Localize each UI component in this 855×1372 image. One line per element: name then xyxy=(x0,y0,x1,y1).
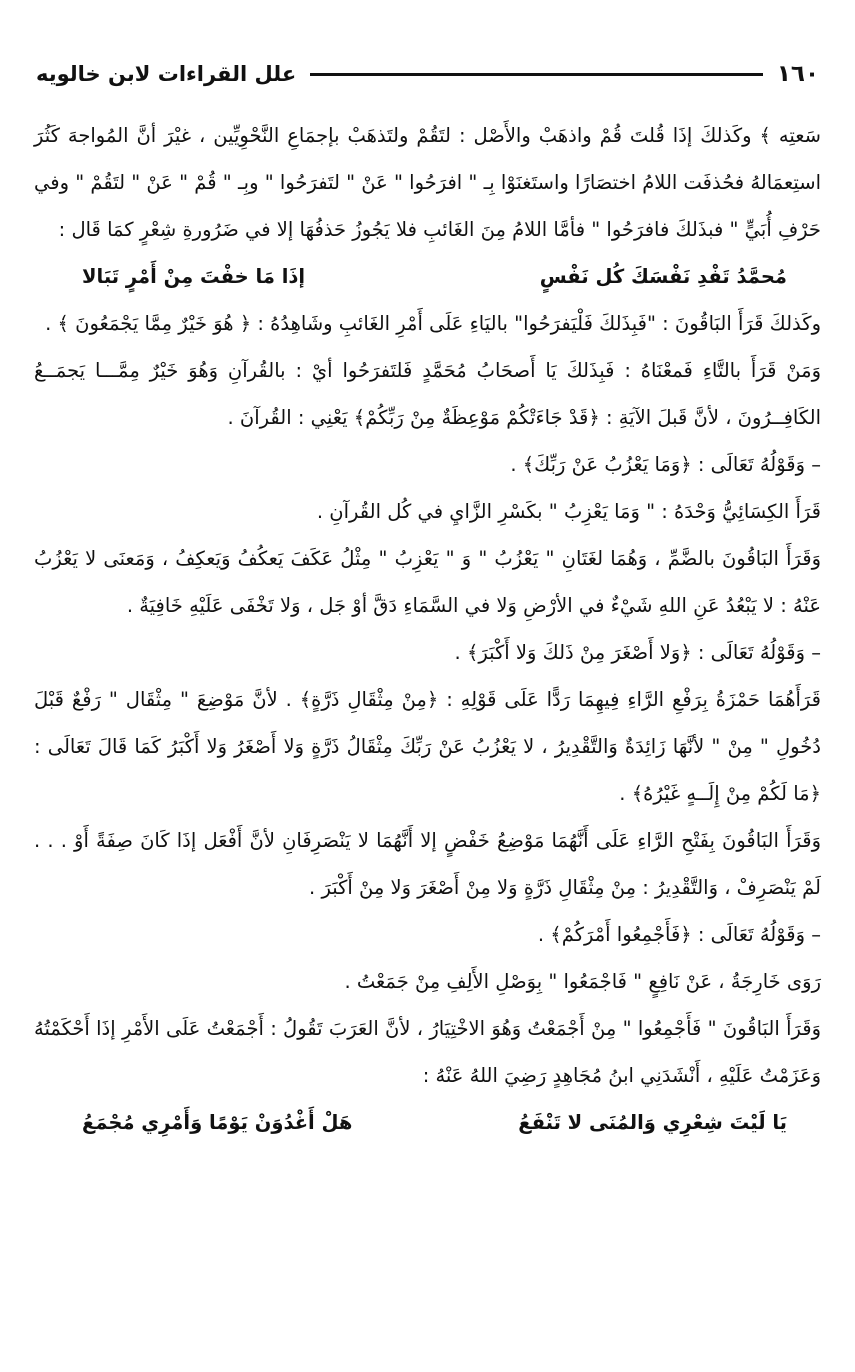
verse-second-hemistich: إذَا مَا خفْتَ مِنْ أَمْرٍ تَبَالا xyxy=(82,265,306,288)
paragraph: قَرَأَ الكِسَائِيُّ وَحْدَهُ : " وَمَا يَعْزِبُ " بكَسْرِ الزَّايِ في كُل القُرآنِ . xyxy=(316,500,821,523)
page-body xyxy=(34,112,821,1146)
poem-verse xyxy=(34,1099,821,1146)
verse-first-hemistich: مُحمَّدُ تَفْدِ نَفْسَكَ كُل نَفْسٍ xyxy=(539,265,787,288)
page-header xyxy=(36,58,819,90)
heading-verse: – وَقَوْلُهُ تَعَالَى : ﴿وَلا أَصْغَرَ مِنْ ذَلكَ وَلا أَكْبَرَ﴾ . xyxy=(454,641,821,664)
book-title: علل القراءات لابن خالويه xyxy=(36,62,297,86)
page-number: ١٦٠ xyxy=(776,61,819,87)
paragraph: وَقَرَأَ البَاقُونَ بالضَّمِّ ، وَهُمَا لغَتَانِ " يَعْزُبُ " وَ " يَعْزِبُ " مِثْلُ عَكَفَ يَعكُفُ وَيَعكِفُ ، وَمَعنَى لا يَعْزُبُ عَنْهُ : لا يَبْعُدُ عَنِ اللهِ شَيْءٌ في الأرْضِ وَلا في السَّمَاءِ دَقَّ أوْ جَل ، وَلا تَخْفَى عَلَيْهِ خَافِيَةٌ . xyxy=(34,547,821,617)
paragraph: وَقَرَأَ البَاقُونَ " فَأَجْمِعُوا " مِنْ أَجْمَعْتُ وَهُوَ الاخْتِيَارُ ، لأنَّ العَرَبَ تَقُولُ : أَجْمَعْتُ عَلَى الأَمْرِ إذَا أَحْكَمْتُهُ وَعَزَمْتُ عَلَيْهِ ، أَنْشَدَنِي ابنُ مُجَاهِدٍ رَضِيَ اللهُ عَنْهُ : xyxy=(34,1017,821,1087)
heading-verse: – وَقَوْلُهُ تَعَالَى : ﴿فَأَجْمِعُوا أَمْرَكُمْ﴾ . xyxy=(537,923,821,946)
heading-verse: – وَقَوْلُهُ تَعَالَى : ﴿وَمَا يَعْزُبُ عَنْ رَبِّكَ﴾ . xyxy=(510,453,821,476)
header-rule xyxy=(310,73,763,76)
paragraph: قَرَأَهُمَا حَمْزَةُ بِرَفْعِ الرَّاءِ فِيهِمَا رَدًّا عَلَى قَوْلِهِ : ﴿مِنْ مِثْقَالِ ذَرَّةٍ﴾ . لأنَّ مَوْضِعَ " مِثْقَال " رَفْعٌ قَبْلَ دُخُولِ " مِنْ " لأنَّهَا زَائِدَةٌ وَالتَّقْدِيرُ ، لا يَعْزُبُ عَنْ رَبِّكَ مِثْقَالُ ذَرَّةٍ وَلا أَصْغَرُ وَلا أَكْبَرُ كَمَا قَالَ تَعَالَى : ﴿مَا لَكُمْ مِنْ إِلَــهٍ غَيْرُهُ﴾ . xyxy=(34,688,821,805)
paragraph: وكَذلكَ قَرَأَ البَاقُونَ : "فَبِذَلكَ فَلْيَفرَحُوا" باليَاءِ عَلَى أَمْرِ الغَائبِ وشَاهِدُهُ : ﴿ هُوَ خَيْرٌ مِمَّا يَجْمَعُونَ ﴾ . xyxy=(45,312,821,335)
paragraph: سَعتِه ﴾ وكَذلكَ إذَا قُلتَ قُمْ واذهَبْ والأَصْل : لتَقُمْ ولتَذهَبْ بإجمَاعِ النَّحْوِيِّين ، غيْرَ أنَّ المُواجهَ كَثُرَ استِعمَالهُ فحُذفَت اللامُ اختصَارًا واستَغنَوْا بِـ " افرَحُوا " عَنْ " لتَفرَحُوا " وبِـ " قُمْ " عَنْ " لتَقُمْ " وفي حَرْفِ أُبَيٍّ " فبذَلكَ فافرَحُوا " فأمَّا اللامُ مِنَ الغَائبِ فلا يَجُوزُ حَذفُهَا إلا في ضَرُورةِ شِعْرٍ كمَا قَال : xyxy=(34,124,821,241)
verse-second-hemistich: هَلْ أَغْدُوَنْ يَوْمًا وَأَمْرِي مُجْمَعُ xyxy=(82,1111,353,1134)
verse-first-hemistich: يَا لَيْتَ شِعْرِي وَالمُنَى لا تَنْفَعُ xyxy=(518,1111,787,1134)
paragraph: رَوَى خَارِجَةُ ، عَنْ نَافِعٍ " فَاجْمَعُوا " بِوَصْلِ الأَلِفِ مِنْ جَمَعْتُ . xyxy=(344,970,821,993)
paragraph: وَقَرَأَ البَاقُونَ بِفَتْحِ الرَّاءِ عَلَى أَنَّهُمَا مَوْضِعُ خَفْضٍ إلا أَنَّهُمَا لا يَنْصَرِفَانِ لأنَّ أَفْعَل إذَا كَانَ صِفَةً أَوْ . . . لَمْ يَنْصَرِفْ ، وَالتَّقْدِيرُ : مِنْ مِثْقَالِ ذَرَّةٍ وَلا مِنْ أَصْغَرَ وَلا مِنْ أَكْبَرَ . xyxy=(34,829,821,899)
paragraph: وَمَنْ قَرَأَ بالتَّاءِ فَمعْنَاهُ : فَبِذَلكَ يَا أَصحَابُ مُحَمَّدٍ فَلتَفرَحُوا أيْ : بالقُرآنِ وَهُوَ خَيْرٌ مِمَّـــا يَجمَــعُ الكَافِــرُونَ ، لأنَّ قَبلَ الآيَةِ : ﴿قَدْ جَاءَتْكُمْ مَوْعِظَةٌ مِنْ رَبِّكُمْ﴾ يَعْنِي : القُرآنَ . xyxy=(34,359,821,429)
poem-verse xyxy=(34,253,821,300)
